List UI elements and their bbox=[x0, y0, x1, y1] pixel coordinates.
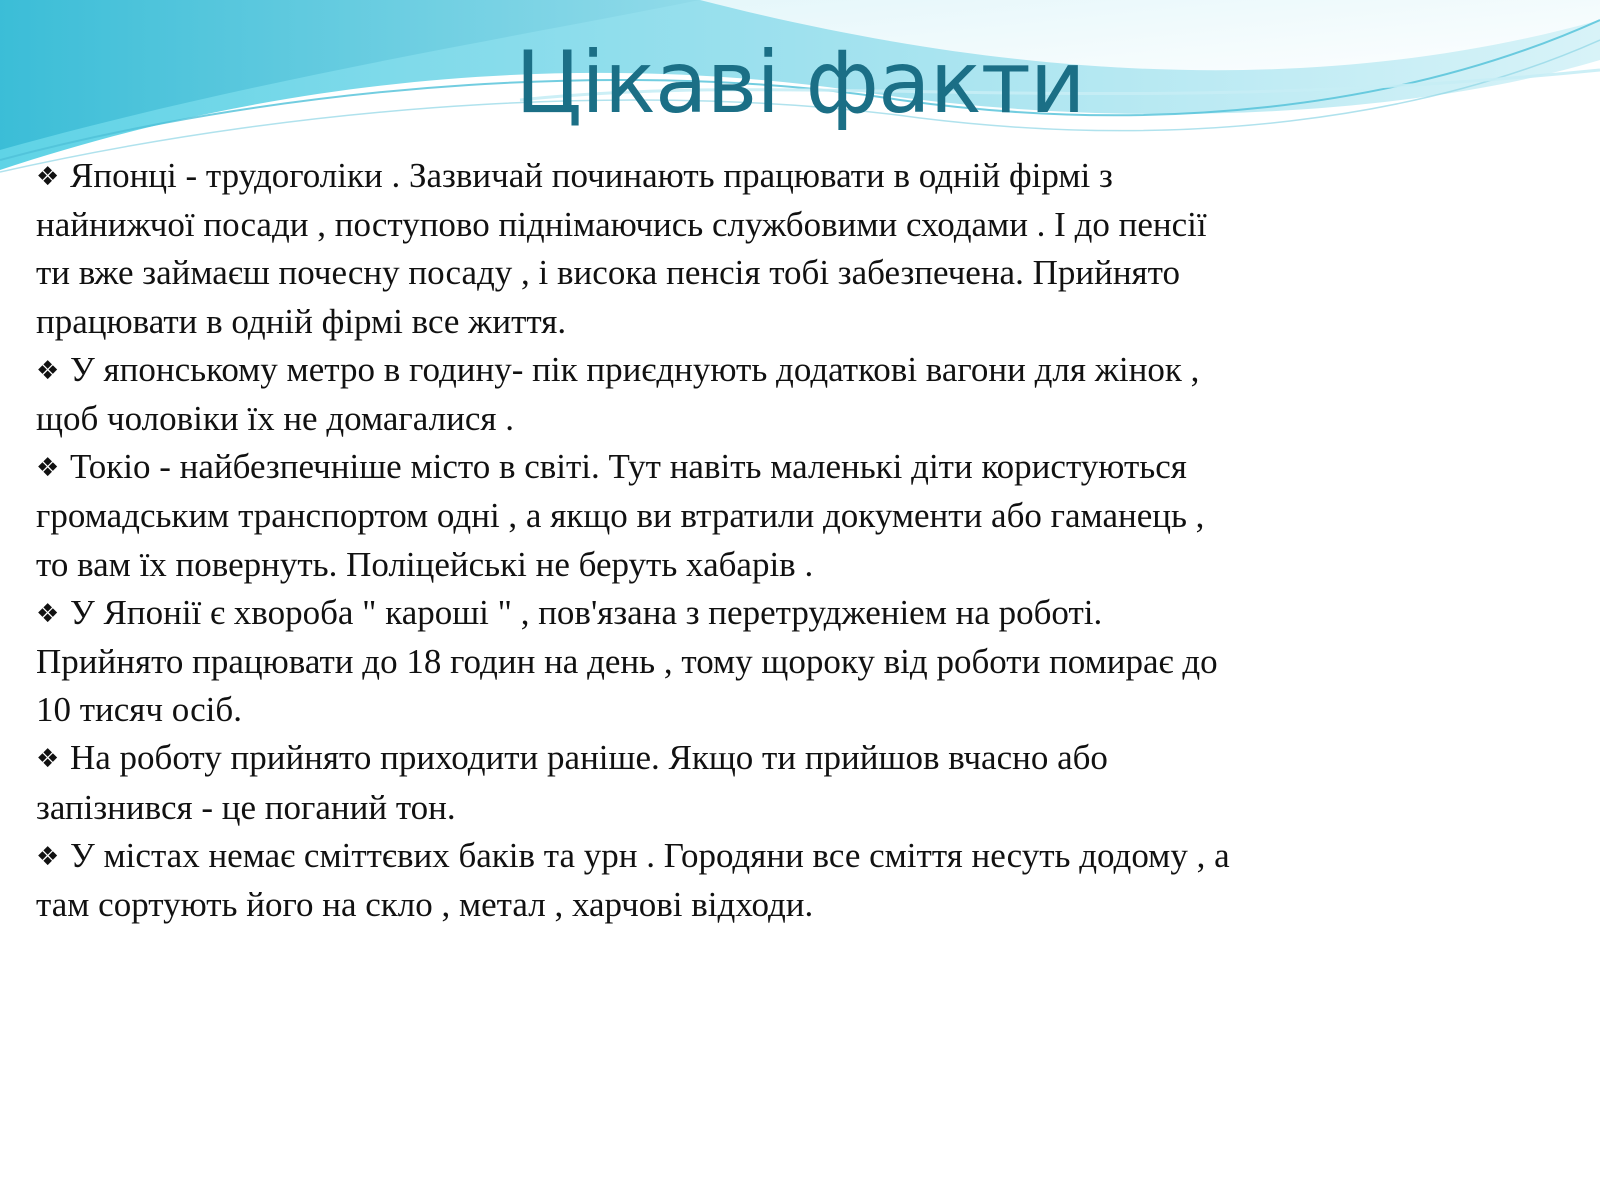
diamond-bullet-icon: ❖ bbox=[36, 744, 60, 775]
fact-item bbox=[36, 734, 1236, 831]
diamond-bullet-icon: ❖ bbox=[36, 355, 60, 386]
fact-item bbox=[36, 152, 1236, 346]
fact-item bbox=[36, 443, 1236, 589]
diamond-bullet-icon: ❖ bbox=[36, 162, 60, 192]
slide-title: Цікаві факти bbox=[515, 33, 1085, 133]
diamond-bullet-icon: ❖ bbox=[36, 453, 60, 484]
diamond-bullet-icon: ❖ bbox=[36, 841, 60, 872]
fact-text: У містах немає сміттєвих баків та урн . Городяни все сміття несуть додому , а там сортують його на скло , метал , харчові відходи. bbox=[36, 835, 1230, 925]
facts-list bbox=[36, 152, 1236, 929]
diamond-bullet-icon: ❖ bbox=[36, 598, 60, 629]
fact-text: На роботу прийнято приходити раніше. Якщо ти прийшов вчасно або запізнився - це поганий тон. bbox=[36, 738, 1108, 827]
fact-text: Токіо - найбезпечніше місто в світі. Тут навіть маленькі діти користуються громадським транспортом одні , а якщо ви втратили документи або гаманець , то вам їх повернуть. Поліцейські не беруть хабарів . bbox=[36, 447, 1205, 584]
fact-item bbox=[36, 832, 1236, 929]
fact-item bbox=[36, 346, 1236, 443]
fact-text: У Японії є хвороба " кароші " , пов'язана з перетрудженіем на роботі. Прийнято працювати до 18 годин на день , тому щороку від роботи помирає до 10 тисяч осіб. bbox=[36, 592, 1218, 730]
fact-text: У японському метро в годину- пік приєднують додаткові вагони для жінок , щоб чоловіки їх не домагалися . bbox=[36, 349, 1200, 439]
fact-text: Японці - трудоголіки . Зазвичай починають працювати в одній фірмі з найнижчої посади , поступово піднімаючись службовими сходами . І до пенсії ти вже займаєш почесну посаду , і висока пенсія тобі забезпечена. Прийнято працювати в одній фірмі все життя. bbox=[36, 156, 1207, 341]
fact-item bbox=[36, 589, 1236, 735]
